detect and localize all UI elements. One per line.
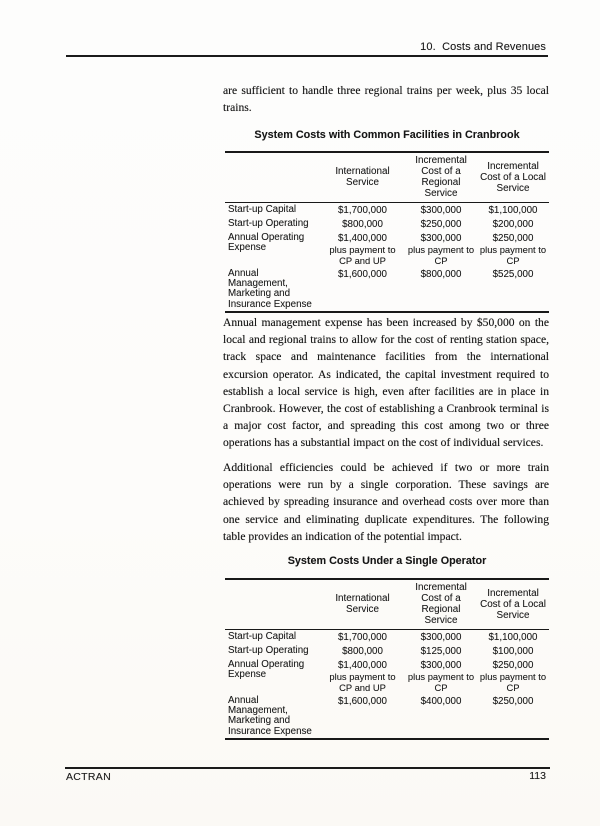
table-row [225, 231, 549, 267]
row-label: Annual Management, Marketing and Insurance Expense [228, 694, 312, 737]
paragraph-intro: are sufficient to handle three regional trains per week, plus 35 local trains. [223, 84, 549, 115]
table-header-row [225, 579, 549, 630]
table-cell: $300,000 plus payment to CP [407, 233, 475, 266]
table-cell: $125,000 [420, 646, 462, 657]
row-label: Start-up Operating [228, 218, 309, 229]
table-row [225, 267, 549, 313]
row-label: Start-up Operating [228, 645, 309, 656]
table-cell: $200,000 [492, 219, 534, 230]
table-cell: $250,000 plus payment to CP [479, 233, 547, 266]
table-cell: $250,000 [492, 695, 534, 707]
table-cell: $250,000 [420, 219, 462, 230]
row-label: Start-up Capital [228, 204, 297, 215]
table-row [225, 217, 549, 231]
running-header: 10. Costs and Revenues [420, 41, 546, 53]
table-cell: $1,600,000 [337, 695, 388, 707]
table-cell: $300,000 plus payment to CP [407, 660, 475, 693]
column-header: Incremental Cost of a Local Service [477, 152, 549, 203]
column-header: Incremental Cost of a Regional Service [405, 579, 477, 630]
table-cell: $100,000 [492, 646, 534, 657]
header-rule [66, 55, 548, 57]
table-title-common-facilities: System Costs with Common Facilities in Cranbrook [254, 129, 520, 141]
row-label: Annual Operating Expense [228, 232, 305, 254]
row-label: Annual Management, Marketing and Insurance Expense [228, 267, 312, 310]
table-cell: $250,000 plus payment to CP [479, 660, 547, 693]
row-label: Annual Operating Expense [228, 659, 305, 681]
table-cell: $800,000 [342, 219, 383, 230]
column-header: Incremental Cost of a Regional Service [405, 152, 477, 203]
table-title-single-operator: System Costs Under a Single Operator [287, 555, 487, 567]
table-row [225, 644, 549, 658]
table-cell: $1,700,000 [337, 632, 388, 643]
paragraph-efficiencies: Additional efficiencies could be achieved if two or more train operations were run by a single corporation. These savings are achieved by spreading insurance and overhead costs over more than one service and eliminating duplicate expenditures. The following table provides an indication of the potential impact. [223, 461, 549, 543]
table-cell: $1,100,000 [488, 632, 538, 643]
table-cell: $800,000 [342, 646, 383, 657]
table-cell: $1,400,000 plus payment to CP and UP [329, 660, 396, 693]
table-row [225, 694, 549, 740]
table-cell: $300,000 [420, 632, 462, 643]
table-row [225, 203, 549, 218]
footer-page-number: 113 [529, 770, 546, 782]
table-cell: $800,000 [420, 268, 462, 280]
table-cell: $400,000 [420, 695, 462, 707]
table-cell: $1,100,000 [488, 205, 538, 216]
column-header: Incremental Cost of a Local Service [477, 579, 549, 630]
table-cell: $1,600,000 [337, 268, 388, 280]
row-label: Start-up Capital [228, 631, 297, 642]
table-cell: $300,000 [420, 205, 462, 216]
footer-organization: ACTRAN [66, 771, 111, 783]
table-single-operator [225, 578, 549, 740]
paragraph-management-expense: Annual management expense has been increased by $50,000 on the local and regional trains to allow for the cost of renting station space, track space and maintenance facilities from the international excursion operator. As indicated, the capital investment required to establish a local service is high, even after facilities are in place in Cranbrook. However, the cost of establishing a Cranbrook terminal is a major cost factor, and spreading this cost among two or three operations has a substantial impact on the cost of individual services. [223, 316, 549, 450]
column-header [225, 579, 320, 630]
footer-rule [65, 767, 550, 769]
table-row [225, 658, 549, 694]
column-header [225, 152, 320, 203]
table-header-row [225, 152, 549, 203]
table-cell: $1,700,000 [337, 205, 388, 216]
column-header: International Service [320, 579, 405, 630]
table-cell: $525,000 [492, 268, 534, 280]
table-common-facilities [225, 151, 549, 313]
table-row [225, 630, 549, 645]
table-cell: $1,400,000 plus payment to CP and UP [329, 233, 396, 266]
column-header: International Service [320, 152, 405, 203]
